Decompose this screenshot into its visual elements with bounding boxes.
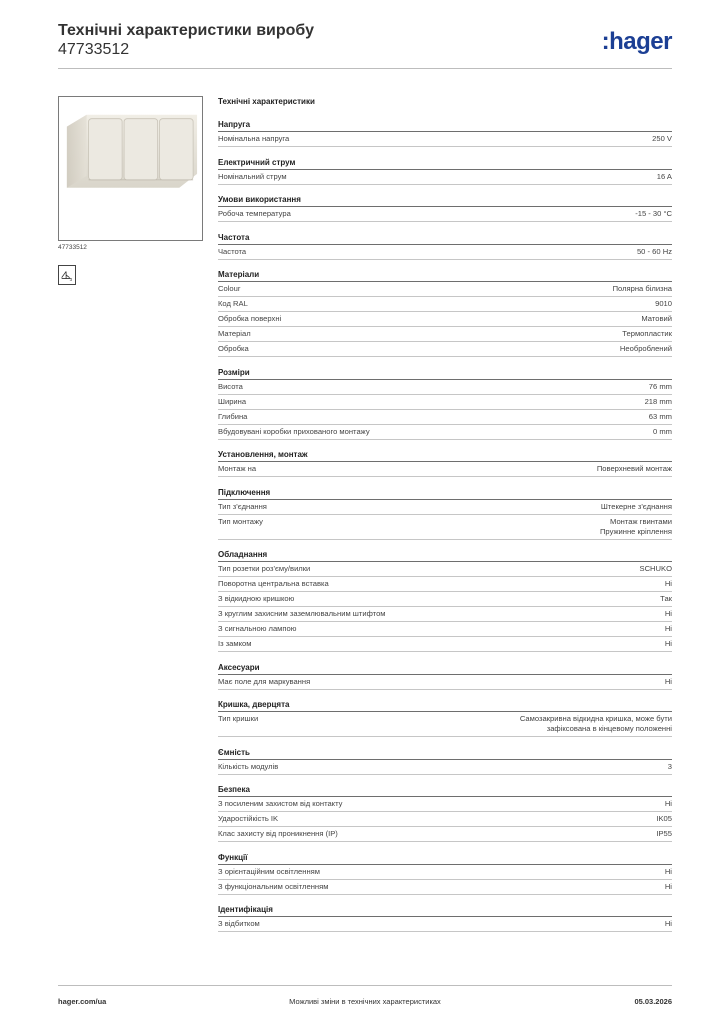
spec-key: Висота bbox=[218, 381, 243, 391]
spec-row bbox=[218, 500, 672, 515]
spec-key: Матеріал bbox=[218, 329, 251, 338]
spec-key: Ширина bbox=[218, 396, 247, 406]
spec-value: 250 V bbox=[652, 134, 672, 143]
spec-value: 76 mm bbox=[648, 381, 672, 391]
spec-value: 16 A bbox=[656, 171, 672, 181]
spec-key: З сигнальною лампою bbox=[218, 624, 297, 633]
spec-section bbox=[218, 269, 672, 357]
spec-row bbox=[218, 865, 672, 880]
spec-key: Із замком bbox=[218, 639, 252, 648]
section-title: Безпека bbox=[218, 784, 672, 797]
section-title: Матеріали bbox=[218, 269, 672, 282]
spec-value: Штекерне з'єднання bbox=[600, 501, 672, 511]
page-header bbox=[58, 22, 672, 68]
spec-row bbox=[218, 297, 672, 312]
spec-key: Код RAL bbox=[218, 299, 248, 308]
spec-row bbox=[218, 207, 672, 222]
spec-row bbox=[218, 827, 672, 842]
spec-key: Має поле для маркування bbox=[218, 676, 311, 686]
spec-value: 3 bbox=[667, 761, 672, 771]
mounting-symbol-icon bbox=[58, 265, 76, 285]
spec-value: Ні bbox=[664, 799, 672, 808]
spec-key: Частота bbox=[218, 246, 247, 256]
section-title: Обладнання bbox=[218, 549, 672, 562]
spec-row bbox=[218, 607, 672, 622]
footer-divider bbox=[58, 985, 672, 986]
spec-value: Так bbox=[660, 594, 672, 603]
spec-value: Термопластик bbox=[622, 329, 672, 338]
spec-row bbox=[218, 462, 672, 477]
spec-value: Ні bbox=[664, 866, 672, 876]
spec-key: Colour bbox=[218, 284, 241, 293]
spec-row bbox=[218, 245, 672, 260]
spec-value: -15 - 30 °C bbox=[635, 209, 672, 218]
spec-section bbox=[218, 119, 672, 147]
product-image bbox=[58, 96, 203, 241]
spec-value: IP55 bbox=[656, 829, 672, 838]
spec-row bbox=[218, 592, 672, 607]
spec-value: Поверхневий монтаж bbox=[596, 464, 672, 473]
spec-key: Робоча температура bbox=[218, 209, 291, 218]
section-title: Підключення bbox=[218, 487, 672, 500]
spec-value: Ні bbox=[664, 624, 672, 633]
spec-section bbox=[218, 194, 672, 222]
product-number: 47733512 bbox=[58, 41, 130, 58]
spec-row bbox=[218, 342, 672, 357]
spec-value: Матовий bbox=[641, 314, 672, 323]
spec-value: 218 mm bbox=[644, 396, 672, 406]
spec-value: Ні bbox=[664, 579, 672, 588]
spec-row bbox=[218, 577, 672, 592]
spec-value: Ні bbox=[664, 919, 672, 928]
page-title: Технічні характеристики виробу bbox=[58, 22, 314, 39]
section-title: Кришка, дверцята bbox=[218, 699, 672, 712]
spec-section bbox=[218, 232, 672, 260]
spec-value: Полярна білизна bbox=[612, 284, 672, 293]
spec-key: Поворотна центральна вставка bbox=[218, 579, 329, 588]
spec-section bbox=[218, 904, 672, 932]
header-divider bbox=[58, 68, 672, 69]
spec-row bbox=[218, 797, 672, 812]
spec-row bbox=[218, 380, 672, 395]
spec-section bbox=[218, 662, 672, 690]
spec-section bbox=[218, 699, 672, 737]
spec-value: IK05 bbox=[656, 814, 672, 823]
section-title: Ємність bbox=[218, 747, 672, 760]
spec-key: Тип кришки bbox=[218, 714, 259, 723]
spec-row bbox=[218, 562, 672, 577]
spec-value: Необроблений bbox=[619, 344, 672, 353]
footer-website-link[interactable]: hager.com/ua bbox=[58, 997, 107, 1006]
spec-key: Обробка bbox=[218, 344, 249, 353]
spec-key: Обробка поверхні bbox=[218, 314, 282, 323]
spec-value: SCHUKO bbox=[639, 564, 672, 573]
spec-section bbox=[218, 852, 672, 895]
spec-value: 63 mm bbox=[648, 411, 672, 421]
spec-row bbox=[218, 917, 672, 932]
section-title: Розміри bbox=[218, 367, 672, 380]
spec-row bbox=[218, 515, 672, 540]
spec-key: Клас захисту від проникнення (IP) bbox=[218, 829, 338, 838]
spec-key: Ударостійкість IK bbox=[218, 814, 279, 823]
spec-key: З круглим захисним заземлювальним штифтом bbox=[218, 609, 386, 618]
spec-section bbox=[218, 449, 672, 477]
section-title: Ідентифікація bbox=[218, 904, 672, 917]
spec-value: Монтаж гвинтами Пружинне кріплення bbox=[599, 516, 672, 536]
section-title: Частота bbox=[218, 232, 672, 245]
spec-row bbox=[218, 170, 672, 185]
spec-value: Ні bbox=[664, 676, 672, 686]
spec-value: Ні bbox=[664, 609, 672, 618]
spec-section bbox=[218, 747, 672, 775]
spec-key: Тип з'єднання bbox=[218, 501, 267, 511]
spec-row bbox=[218, 760, 672, 775]
spec-key: Номінальний струм bbox=[218, 171, 287, 181]
spec-key: Тип монтажу bbox=[218, 516, 263, 526]
spec-row bbox=[218, 712, 672, 737]
spec-row bbox=[218, 425, 672, 440]
spec-key: З відкидною кришкою bbox=[218, 594, 295, 603]
spec-row bbox=[218, 282, 672, 297]
spec-key: З відбитком bbox=[218, 919, 260, 928]
specs-title: Технічні характеристики bbox=[218, 97, 315, 106]
spec-section bbox=[218, 487, 672, 540]
spec-key: Номінальна напруга bbox=[218, 134, 290, 143]
spec-key: Вбудовувані коробки прихованого монтажу bbox=[218, 426, 370, 436]
spec-section bbox=[218, 367, 672, 440]
spec-key: З орієнтаційним освітленням bbox=[218, 866, 320, 876]
spec-row bbox=[218, 675, 672, 690]
section-title: Напруга bbox=[218, 119, 672, 132]
spec-section bbox=[218, 549, 672, 652]
spec-value: 50 - 60 Hz bbox=[636, 246, 672, 256]
spec-key: Монтаж на bbox=[218, 464, 257, 473]
page-footer bbox=[58, 997, 672, 1009]
image-caption: 47733512 bbox=[58, 244, 87, 251]
section-title: Аксесуари bbox=[218, 662, 672, 675]
spec-row bbox=[218, 880, 672, 895]
spec-value: Самозакривна відкидна кришка, може бути зафіксована в кінцевому положенні bbox=[519, 714, 672, 733]
spec-section bbox=[218, 784, 672, 842]
spec-row bbox=[218, 312, 672, 327]
spec-key: Тип розетки роз'єму/вилки bbox=[218, 564, 311, 573]
spec-value: 9010 bbox=[655, 299, 672, 308]
spec-key: Глибина bbox=[218, 411, 248, 421]
section-title: Установлення, монтаж bbox=[218, 449, 672, 462]
spec-row bbox=[218, 395, 672, 410]
svg-text:3: 3 bbox=[69, 277, 73, 283]
spec-row bbox=[218, 637, 672, 652]
footer-date: 05.03.2026 bbox=[634, 997, 672, 1006]
spec-key: З функціональним освітленням bbox=[218, 881, 329, 891]
spec-value: Ні bbox=[664, 881, 672, 891]
spec-sections bbox=[218, 119, 672, 932]
section-title: Функції bbox=[218, 852, 672, 865]
footer-disclaimer: Можливі зміни в технічних характеристиках bbox=[289, 997, 441, 1006]
section-title: Електричний струм bbox=[218, 157, 672, 170]
spec-key: З посиленим захистом від контакту bbox=[218, 799, 343, 808]
specifications bbox=[218, 96, 672, 942]
spec-value: 0 mm bbox=[653, 426, 672, 436]
spec-key: Кількість модулів bbox=[218, 761, 279, 771]
spec-row bbox=[218, 410, 672, 425]
hager-logo[interactable]: :hager bbox=[601, 28, 672, 55]
spec-row bbox=[218, 132, 672, 147]
spec-value: Ні bbox=[664, 639, 672, 648]
spec-row bbox=[218, 327, 672, 342]
section-title: Умови використання bbox=[218, 194, 672, 207]
spec-section bbox=[218, 157, 672, 185]
spec-row bbox=[218, 812, 672, 827]
spec-row bbox=[218, 622, 672, 637]
